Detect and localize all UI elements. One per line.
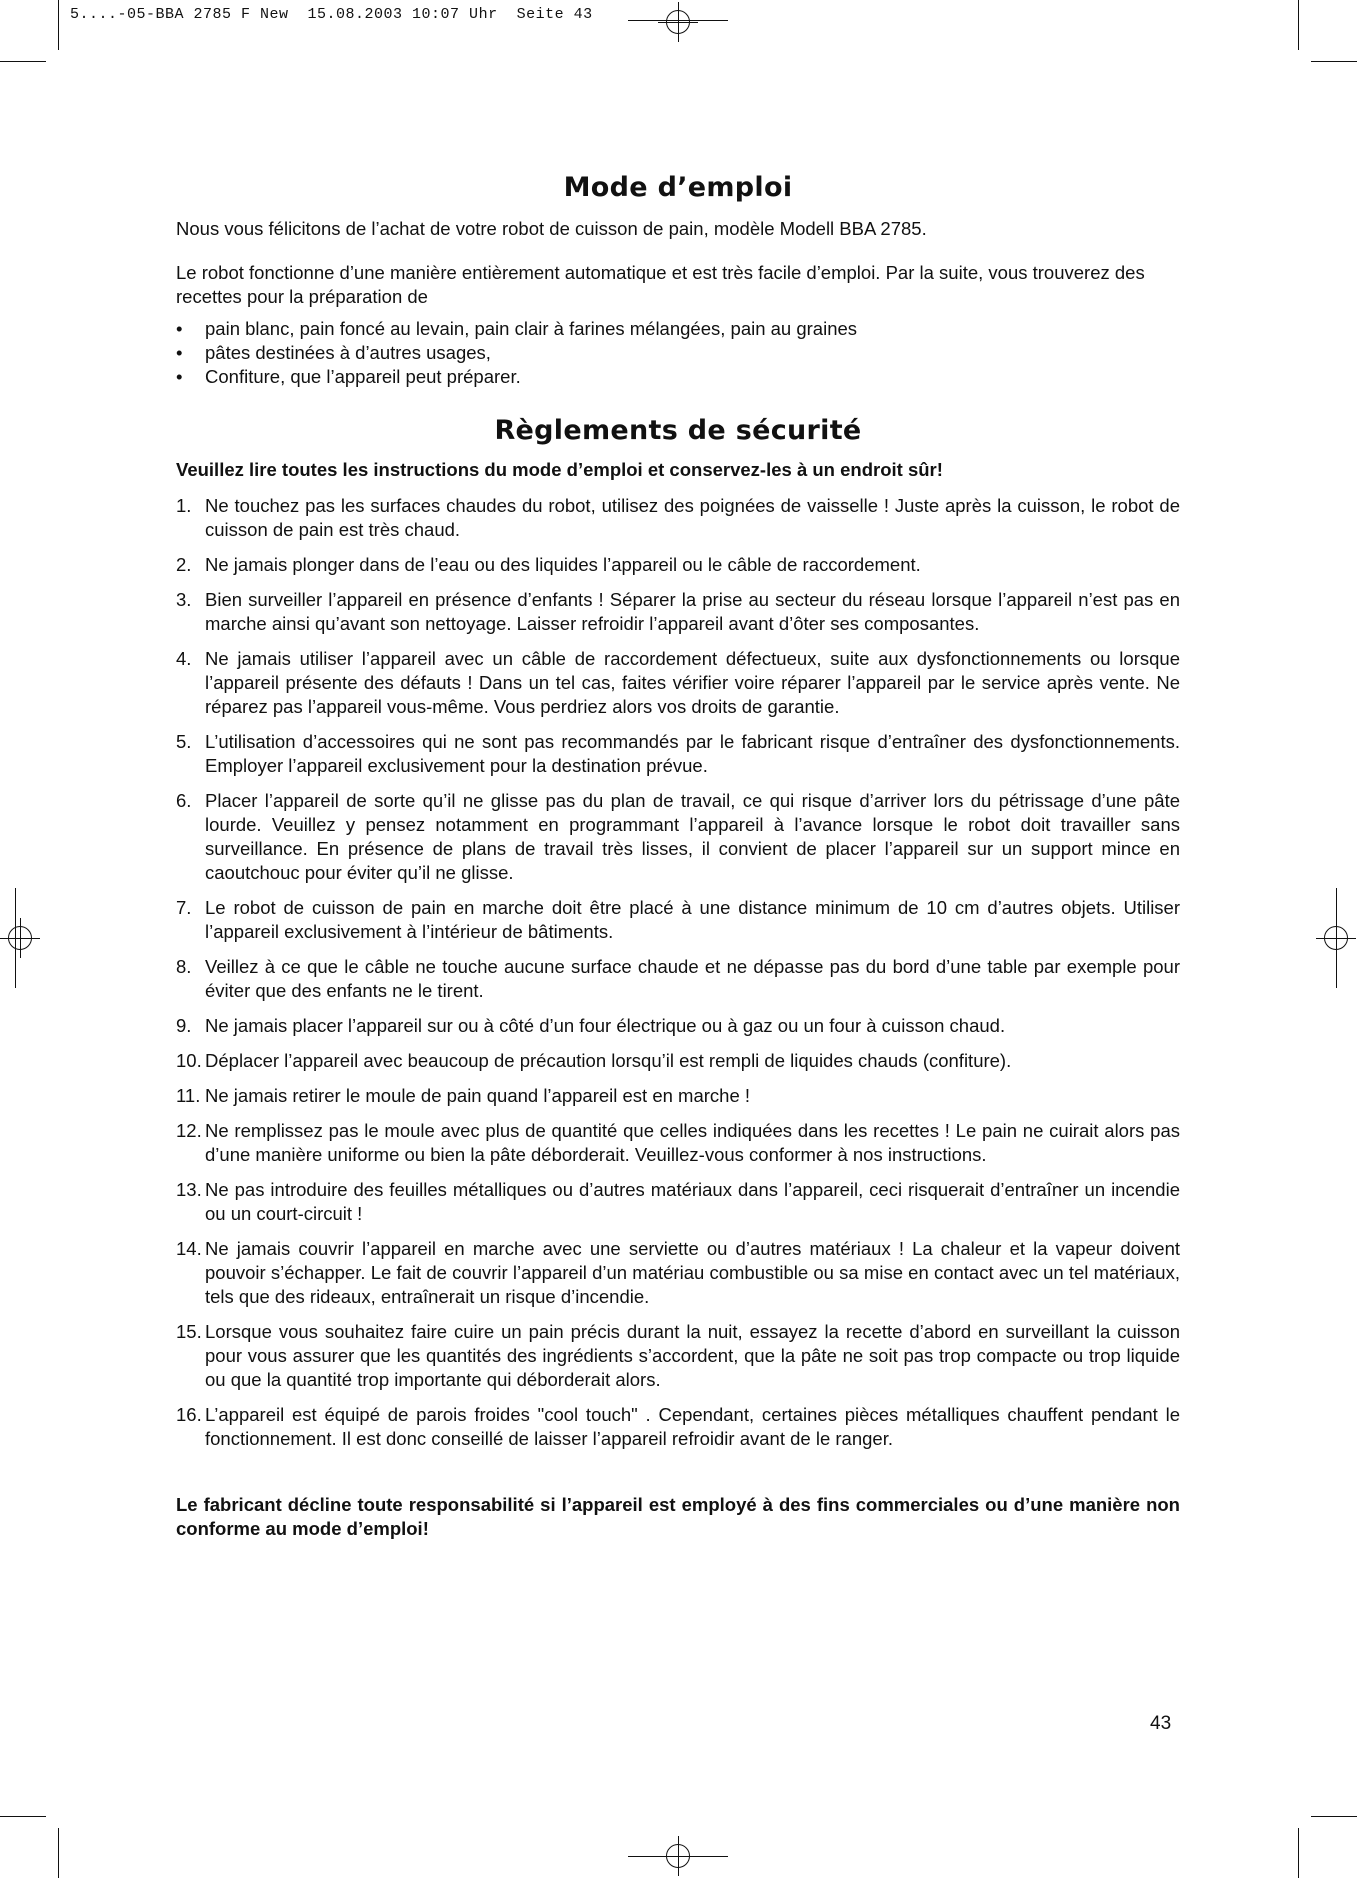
- rule-text: L’utilisation d’accessoires qui ne sont pas recommandés par le fabricant risque d’entraîner des dysfonctionnements. Employer l’appareil exclusivement pour la destination prévue.: [205, 731, 1180, 776]
- crop-mark: [0, 1816, 46, 1817]
- crop-mark: [1298, 0, 1299, 50]
- rule-number: 15.: [176, 1321, 202, 1342]
- safety-rules-list: [176, 494, 1180, 1451]
- rule-text: Veillez à ce que le câble ne touche aucune surface chaude et ne dépasse pas du bord d’une table par exemple pour éviter que des enfants ne le tirent.: [205, 956, 1180, 1001]
- rule-text: Placer l’appareil de sorte qu’il ne glisse pas du plan de travail, ce qui risque d’arriver lors du pétrissage d’une pâte lourde. Veuillez y pensez notamment en programmant l’appareil à l’avance lorsque le robot doit travailler sans surveillance. En présence de plans de travail très lisses, il convient de placer l’appareil sur un support mince en caoutchouc pour éviter qu’il ne glisse.: [205, 790, 1180, 883]
- list-item: • pâtes destinées à d’autres usages,: [176, 341, 1180, 365]
- rule-number: 3.: [176, 589, 192, 610]
- rule-number: 4.: [176, 648, 192, 669]
- rule-number: 2.: [176, 554, 192, 575]
- safety-title: Règlements de sécurité: [494, 415, 862, 446]
- crop-mark: [1298, 1828, 1299, 1878]
- page-title: Mode d’emploi: [563, 172, 793, 203]
- crop-mark: [58, 1828, 59, 1878]
- disclaimer: Le fabricant décline toute responsabilité si l’appareil est employé à des fins commerciales ou d’une manière non conforme au mode d’emploi!: [176, 1494, 1180, 1539]
- safety-rule-item: [176, 494, 1180, 542]
- list-item: • pain blanc, pain foncé au levain, pain clair à farines mélangées, pain au graines: [176, 317, 1180, 341]
- safety-rule-item: [176, 1403, 1180, 1451]
- safety-rule-item: [176, 1237, 1180, 1309]
- rule-number: 9.: [176, 1015, 192, 1036]
- rule-text: Déplacer l’appareil avec beaucoup de précaution lorsqu’il est rempli de liquides chauds (confiture).: [205, 1050, 1012, 1071]
- safety-rule-item: [176, 789, 1180, 885]
- registration-mark-icon: [658, 2, 698, 42]
- rule-text: Ne jamais utiliser l’appareil avec un câble de raccordement défectueux, suite aux dysfonctionnements ou lorsque l’appareil présente des défauts ! Dans un tel cas, faites vérifier voire réparer l’appareil par le service après vente. Ne réparez pas l’appareil vous-même. Vous perdriez alors vos droits de garantie.: [205, 648, 1180, 717]
- safety-rule-item: [176, 588, 1180, 636]
- rule-text: Ne remplissez pas le moule avec plus de quantité que celles indiquées dans les recettes ! Le pain ne cuirait alors pas d’une manière uniforme ou bien la pâte déborderait. Veuillez-vous conformer à nos instructions.: [205, 1120, 1180, 1165]
- safety-rule-item: [176, 730, 1180, 778]
- safety-rule-item: [176, 553, 1180, 577]
- rule-number: 11.: [176, 1085, 201, 1106]
- rule-text: Ne pas introduire des feuilles métalliques ou d’autres matériaux dans l’appareil, ceci risquerait d’entraîner un incendie ou un court-circuit !: [205, 1179, 1180, 1224]
- recipe-list: [176, 317, 1180, 389]
- registration-mark-icon: [658, 1836, 698, 1876]
- rule-number: 1.: [176, 495, 192, 516]
- crop-mark: [1311, 61, 1357, 62]
- printer-slug: 5....-05-BBA 2785 F New 15.08.2003 10:07 Uhr Seite 43: [70, 6, 593, 23]
- safety-rule-item: [176, 896, 1180, 944]
- rule-number: 14.: [176, 1238, 202, 1259]
- safety-rule-item: [176, 1049, 1180, 1073]
- rule-number: 7.: [176, 897, 192, 918]
- registration-mark-icon: [1316, 918, 1356, 958]
- rule-text: Bien surveiller l’appareil en présence d’enfants ! Séparer la prise au secteur du réseau lorsque l’appareil n’est pas en marche ainsi qu’avant son nettoyage. Laisser refroidir l’appareil avant d’ôter ses composantes.: [205, 589, 1180, 634]
- rule-text: Lorsque vous souhaitez faire cuire un pain précis durant la nuit, essayez la recette d’abord en surveillant la cuisson pour vous assurer que les quantités des ingrédients s’accordent, que la pâte ne soit pas trop compacte ou trop liquide ou que la quantité trop importante qui déborderait alors.: [205, 1321, 1180, 1390]
- rule-number: 6.: [176, 790, 192, 811]
- safety-warning: Veuillez lire toutes les instructions du mode d’emploi et conservez-les à un endroit sûr!: [176, 459, 943, 480]
- rule-text: Ne touchez pas les surfaces chaudes du robot, utilisez des poignées de vaisselle ! Juste après la cuisson, le robot de cuisson de pain est très chaud.: [205, 495, 1180, 540]
- rule-text: L’appareil est équipé de parois froides "cool touch" . Cependant, certaines pièces métalliques chauffent pendant le fonctionnement. Il est donc conseillé de laisser l’appareil refroidir avant de le ranger.: [205, 1404, 1180, 1449]
- page-number: 43: [1150, 1713, 1172, 1734]
- intro-paragraph: Nous vous félicitons de l’achat de votre robot de cuisson de pain, modèle Modell BBA 2785.: [176, 218, 927, 239]
- intro-paragraph: Le robot fonctionne d’une manière entièrement automatique et est très facile d’emploi. Par la suite, vous trouverez des recettes pour la préparation de: [176, 262, 1145, 307]
- safety-rule-item: [176, 1119, 1180, 1167]
- page-content: [176, 172, 1180, 1541]
- safety-rule-item: [176, 647, 1180, 719]
- rule-number: 8.: [176, 956, 192, 977]
- safety-rule-item: [176, 1084, 1180, 1108]
- crop-mark: [1311, 1816, 1357, 1817]
- safety-rule-item: [176, 1320, 1180, 1392]
- crop-mark: [58, 0, 59, 50]
- safety-rule-item: [176, 1178, 1180, 1226]
- rule-number: 5.: [176, 731, 192, 752]
- rule-text: Ne jamais retirer le moule de pain quand l’appareil est en marche !: [205, 1085, 751, 1106]
- rule-number: 16.: [176, 1404, 202, 1425]
- rule-number: 10.: [176, 1050, 202, 1071]
- rule-text: Le robot de cuisson de pain en marche doit être placé à une distance minimum de 10 cm d’autres objets. Utiliser l’appareil exclusivement à l’intérieur de bâtiments.: [205, 897, 1180, 942]
- rule-text: Ne jamais placer l’appareil sur ou à côté d’un four électrique ou à gaz ou un four à cuisson chaud.: [205, 1015, 1006, 1036]
- rule-text: Ne jamais plonger dans de l’eau ou des liquides l’appareil ou le câble de raccordement.: [205, 554, 921, 575]
- rule-number: 12.: [176, 1120, 202, 1141]
- registration-mark-icon: [0, 918, 40, 958]
- safety-rule-item: [176, 1014, 1180, 1038]
- crop-mark: [0, 61, 46, 62]
- safety-rule-item: [176, 955, 1180, 1003]
- rule-number: 13.: [176, 1179, 202, 1200]
- list-item: • Confiture, que l’appareil peut préparer.: [176, 365, 1180, 389]
- rule-text: Ne jamais couvrir l’appareil en marche avec une serviette ou d’autres matériaux ! La chaleur et la vapeur doivent pouvoir s’échapper. Le fait de couvrir l’appareil d’un matériau combustible ou sa mise en contact avec un tel matériaux, tels que des rideaux, entraînerait un risque d’incendie.: [205, 1238, 1180, 1307]
